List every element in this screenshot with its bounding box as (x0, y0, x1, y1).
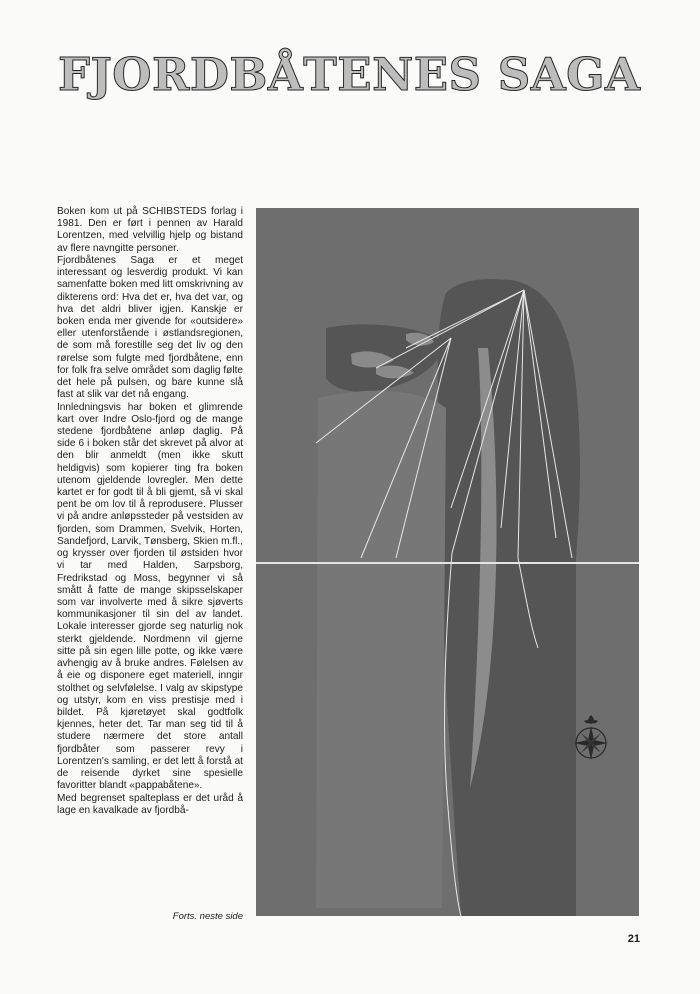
fjord-water (438, 279, 580, 916)
article-paragraph: Fjordbåtenes Saga er et meget interessant og lesverdig produkt. Vi kan samenfatte boken med litt omskrivning av dikterens ord: Hva det er, hva det var, og hva det aldri bliver igjen. Kanskje er boken enda mer givende for «outsidere» eller utenforstående i østlandsregionen, de som må forestille seg det liv og den rørelse som fulgte med fjordbåtene, enn for folk fra selve området som daglig følte det hele på pulsen, og bare kunne slå fast at slik var det nå engang. (57, 254, 243, 401)
continued-note: Forts. neste side (172, 911, 243, 922)
west-shore (316, 391, 446, 908)
map-illustration (256, 208, 639, 916)
page-number: 21 (627, 933, 640, 945)
article-paragraph: Innledningsvis har boken et glimrende kart over Indre Oslo-fjord og de mange stedene fjordbåtene anløp daglig. På side 6 i boken står det skrevet på alvor at den blir anmeldt (men ikke skutt heldigvis) som kopierer ting fra boken utenom gjeldende lovregler. Men dette kartet er for godt til å bli gjemt, så vi skal pent be om lov til å reprodusere. Plusser vi på andre anløpssteder på vestsiden av fjorden, som Drammen, Svelvik, Horten, Sandefjord, Larvik, Tønsberg, Skien m.fl., og krysser over fjorden til østsiden hvor vi tar med Halden, Sarpsborg, Fredrikstad og Moss, begynner vi så smått å fatte de mange skipsselskaper som var involverte med å sikre sjøverts kommunikasjoner til sin del av landet. Lokale interesser gjorde seg naturlig nok sterkt gjeldende. Nordmenn vil gjerne sitte på sin egen lille potte, og ikke være avhengig av å bruke andres. Følelsen av å eie og disponere eget materiell, inngir stolthet og selvfølelse. I valg av skipstype og utstyr, kom en viss prestisje med i bildet. På kjøretøyet skal godtfolk kjennes, heter det. Tar man seg tid til å studere nærmere det store antall fjordbåter som passerer revy i Lorentzen's samling, er det lett å forstå at de reisende dyrket sine spesielle favoritter blandt «pappabåtene». (57, 401, 243, 792)
page-title: FJORDBÅTENES SAGA (58, 48, 641, 101)
map-figure (256, 208, 639, 916)
article-paragraph: Med begrenset spalteplass er det uråd å lage en kavalkade av fjordbå- (57, 792, 243, 816)
article-paragraph: Boken kom ut på SCHIBSTEDS forlag i 1981. Den er ført i pennen av Harald Lorentzen, med velvillig hjelp og bistand av flere navngitte personer. (57, 206, 243, 254)
article-body (57, 206, 243, 817)
